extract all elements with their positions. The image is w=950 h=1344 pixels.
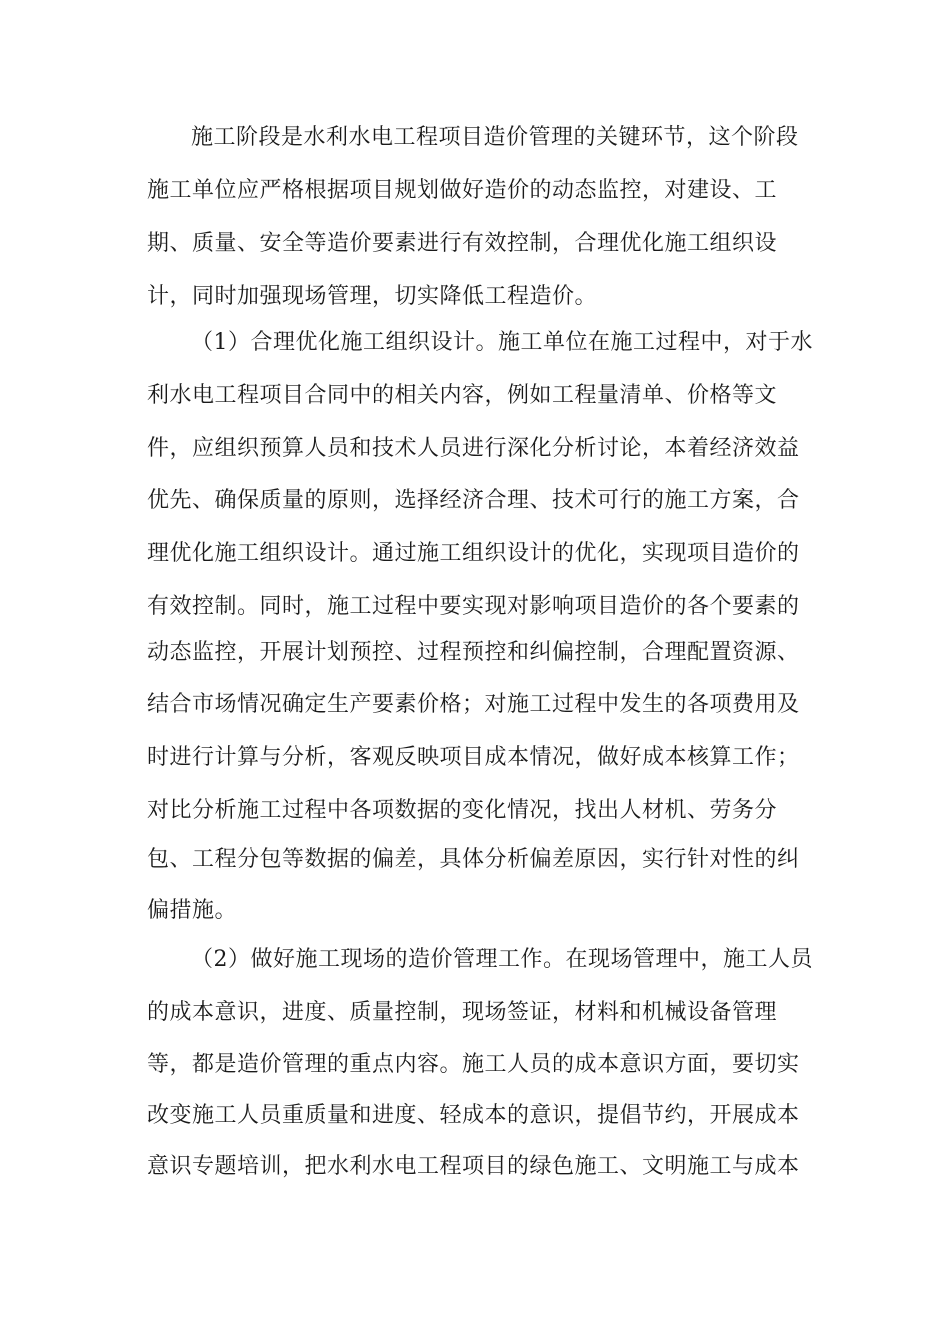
paragraph-3-line-3: 等，都是造价管理的重点内容。施工人员的成本意识方面，要切实 bbox=[147, 1052, 800, 1077]
paragraph-3-line-4: 改变施工人员重质量和进度、轻成本的意识，提倡节约，开展成本 bbox=[147, 1103, 800, 1128]
paragraph-2-line-5: 理优化施工组织设计。通过施工组织设计的优化，实现项目造价的 bbox=[147, 541, 800, 566]
paragraph-1-line-1: 施工阶段是水利水电工程项目造价管理的关键环节，这个阶段 bbox=[191, 125, 799, 150]
paragraph-2-line-6: 有效控制。同时，施工过程中要实现对影响项目造价的各个要素的 bbox=[147, 594, 800, 619]
paragraph-2-line-4: 优先、确保质量的原则，选择经济合理、技术可行的施工方案，合 bbox=[147, 488, 800, 513]
paragraph-2-line-12: 偏措施。 bbox=[147, 898, 238, 923]
paragraph-1-line-2: 施工单位应严格根据项目规划做好造价的动态监控，对建设、工 bbox=[147, 178, 778, 203]
paragraph-2-line-7: 动态监控，开展计划预控、过程预控和纠偏控制，合理配置资源、 bbox=[147, 640, 800, 665]
paragraph-2-line-11: 包、工程分包等数据的偏差，具体分析偏差原因，实行针对性的纠 bbox=[147, 847, 800, 872]
paragraph-1-line-3: 期、质量、安全等造价要素进行有效控制，合理优化施工组织设 bbox=[147, 231, 778, 256]
paragraph-3-line-2: 的成本意识，进度、质量控制，现场签证，材料和机械设备管理 bbox=[147, 1000, 778, 1025]
paragraph-2-line-8: 结合市场情况确定生产要素价格；对施工过程中发生的各项费用及 bbox=[147, 692, 800, 717]
paragraph-3-line-1: （2）做好施工现场的造价管理工作。在现场管理中，施工人员 bbox=[191, 947, 813, 972]
paragraph-2-line-10: 对比分析施工过程中各项数据的变化情况，找出人材机、劳务分 bbox=[147, 798, 778, 823]
paragraph-3-line-5: 意识专题培训，把水利水电工程项目的绿色施工、文明施工与成本 bbox=[147, 1154, 800, 1179]
paragraph-2-line-2: 利水电工程项目合同中的相关内容，例如工程量清单、价格等文 bbox=[147, 383, 778, 408]
paragraph-2-line-9: 时进行计算与分析，客观反映项目成本情况，做好成本核算工作； bbox=[147, 745, 800, 770]
paragraph-2-line-3: 件，应组织预算人员和技术人员进行深化分析讨论，本着经济效益 bbox=[147, 436, 800, 461]
paragraph-2-line-1: （1）合理优化施工组织设计。施工单位在施工过程中，对于水 bbox=[191, 330, 813, 355]
paragraph-1-line-4: 计，同时加强现场管理，切实降低工程造价。 bbox=[147, 284, 598, 309]
